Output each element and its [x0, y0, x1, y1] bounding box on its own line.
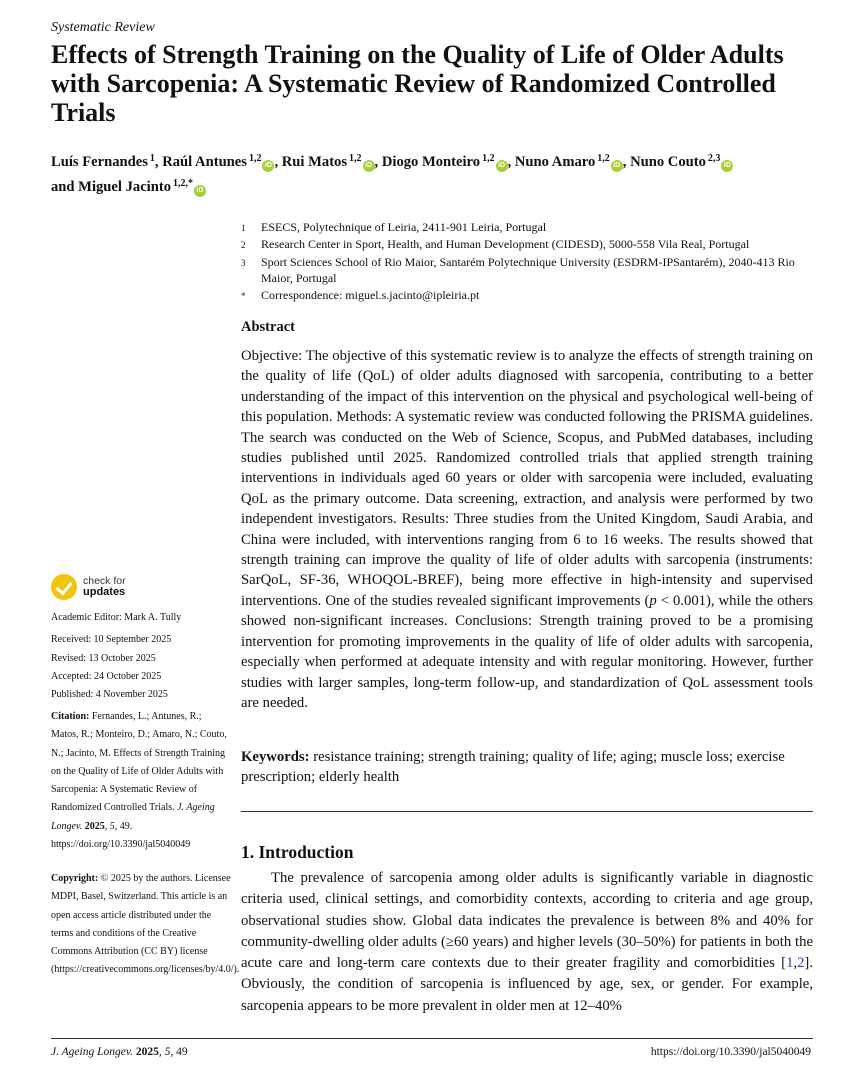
document-type: Systematic Review	[51, 20, 155, 35]
orcid-icon[interactable]: iD	[611, 160, 623, 172]
author-name: Nuno Amaro	[514, 154, 596, 170]
author-affiliation-marker: 1,2,*	[173, 178, 193, 189]
section-divider	[241, 811, 813, 812]
keywords	[241, 747, 813, 788]
affiliation-number: *	[241, 290, 246, 301]
orcid-icon[interactable]: iD	[721, 160, 733, 172]
author-name: Diogo Monteiro	[381, 154, 481, 170]
author-list: Luís Fernandes $^1$, Raúl Antunes $^{1,2}$iD , Rui Matos $^{1,2}$iD , Diogo Monteiro $^{1,2}$iD , Nuno Amaro $^{1,2}$iD , Nuno Couto $^{2,3}$iD and Miguel Jacinto $^{1,2,*}$iD	[51, 148, 811, 198]
affiliation-text: Sport Sciences School of Rio Maior, Santarém Polytechnique University (ESDRM-IPSantarém), 2040-413 Rio Maior, Portugal	[261, 254, 795, 286]
affiliation-text: Correspondence: miguel.s.jacinto@ipleiria.pt	[261, 287, 480, 302]
affiliation-item	[241, 287, 811, 304]
introduction-text: The prevalence of sarcopenia among older adults is significantly variable in diagnostic criteria used, clinical settings, and comorbidity contexts, according to criteria and age group, observational studies show. Global data indicates the prevalence is between 8% and 40% for community-dwelling older adults (≥60 years) and higher levels (30–50%) for patients in both the acute care and long-term care contexts due to their greater fragility and comorbidities [1,2]. Obviously, the condition of sarcopenia is influenced by age, sex, or gender. For example, sarcopenia appears to be more prevalent in older men at 12–40%	[241, 870, 813, 1014]
citation-link-2[interactable]: 2	[797, 955, 805, 972]
date-published: Published: 4 November 2025	[51, 689, 168, 700]
academic-editor: Academic Editor: Mark A. Tully	[51, 612, 182, 623]
date-revised: Revised: 13 October 2025	[51, 653, 156, 664]
affiliation-item	[241, 219, 811, 236]
author-name: Rui Matos	[281, 154, 348, 170]
author-affiliation-marker: 1,2	[482, 153, 495, 164]
introduction-heading: 1. Introduction	[241, 842, 354, 862]
copyright-block: Copyright: © 2025 by the authors. Licensee MDPI, Basel, Switzerland. This article is an open access article distributed under the terms and conditions of the Creative Commons Attribution (CC BY) license (https://creativecommons.org/licenses/by/4.0/).	[51, 873, 240, 976]
footer-doi-link[interactable]: https://doi.org/10.3390/jal5040049	[650, 1046, 811, 1058]
author-name: and Miguel Jacinto	[51, 179, 171, 195]
author-affiliation-marker: 1,2	[248, 153, 262, 164]
citation-block: Citation: Fernandes, L.; Antunes, R.; Matos, R.; Monteiro, D.; Amaro, N.; Couto, N.; Jacinto, M. Effects of Strength Training on the Quality of Life of Older Adults with Sarcopenia: A Systematic Review of Randomized Controlled Trials. J. Ageing Longev. 2025, 5, 49. https://doi.org/10.3390/jal5040049	[51, 711, 227, 851]
author-name: Raúl Antunes	[162, 154, 247, 170]
author-affiliation-marker: 1	[149, 153, 155, 164]
author-affiliation-marker: 2,3	[707, 153, 721, 164]
footer-divider	[51, 1038, 813, 1039]
author-name: Nuno Couto	[630, 154, 706, 170]
orcid-icon[interactable]: iD	[363, 160, 375, 172]
keywords-text: resistance training; strength training; quality of life; aging; muscle loss; exercise prescription; elderly health	[241, 749, 785, 786]
affiliation-number: 1	[241, 223, 246, 233]
check-updates-icon	[51, 574, 77, 600]
date-received: Received: 10 September 2025	[51, 634, 172, 645]
footer-journal-info: J. Ageing Longev. 2025, 5, 49	[51, 1046, 188, 1058]
author-affiliation-marker: 1,2	[349, 153, 362, 164]
abstract-heading: Abstract	[241, 319, 295, 335]
affiliation-text: ESECS, Polytechnique of Leiria, 2411-901 Leiria, Portugal	[261, 220, 547, 234]
keywords-label: Keywords:	[241, 749, 310, 765]
check-for-updates-button[interactable]: check for updates	[51, 574, 126, 600]
orcid-icon[interactable]: iD	[262, 160, 274, 172]
citation-link-1[interactable]: 1	[786, 955, 794, 972]
abstract-text: Objective: The objective of this systematic review is to analyze the effects of strength training on the quality of life (QoL) of older adults diagnosed with sarcopenia, contributing to a better understanding of the impact of this intervention on the physical and psychological well-being of this population. Methods: A systematic review was conducted following the PRISMA guidelines. The search was conducted on the Web of Science, Scopus, and PubMed databases, including studies published until 2025. Randomized controlled trials that applied strength training interventions in individuals aged 60 years or older with sarcopenia were included, evaluating QoL as the primary outcome. Data screening, extraction, and analysis were performed by two independent investigators. Results: Three studies from the United Kingdom, Saudi Arabia, and China were included, with interventions ranging from 6 to 16 weeks. The results showed that strength training can improve the quality of life of older adults with sarcopenia (instruments: SarQoL, SF-36, WHOQOL-BREF), being more effective in high-intensity and supervised interventions. One of the studies revealed significant improvements (p < 0.001), while the others showed non-significant increases. Conclusions: Strength training proved to be a promising intervention for promoting improvements in the quality of life of older adults with sarcopenia, especially when performed at adequate intensity and with regular monitoring. However, further studies with larger samples, long-term follow-up, and standardization of QoL assessment tools are needed.	[241, 348, 813, 711]
orcid-icon[interactable]: iD	[496, 160, 508, 172]
affiliation-number: 3	[241, 257, 246, 268]
affiliation-text: Research Center in Sport, Health, and Human Development (CIDESD), 5000-558 Vila Real, Portugal	[261, 237, 750, 252]
affiliation-number: 2	[241, 240, 246, 251]
author-name: Luís Fernandes	[51, 154, 148, 170]
date-accepted: Accepted: 24 October 2025	[51, 671, 162, 682]
orcid-icon[interactable]: iD	[194, 185, 206, 197]
author-affiliation-marker: 1,2	[597, 153, 610, 164]
article-title: Effects of Strength Training on the Quality of Life of Older Adults with Sarcopenia: A Systematic Review of Randomized Controlled Trials	[51, 40, 784, 127]
affiliation-item	[241, 236, 811, 253]
affiliations	[241, 219, 811, 304]
affiliation-item	[241, 254, 811, 287]
